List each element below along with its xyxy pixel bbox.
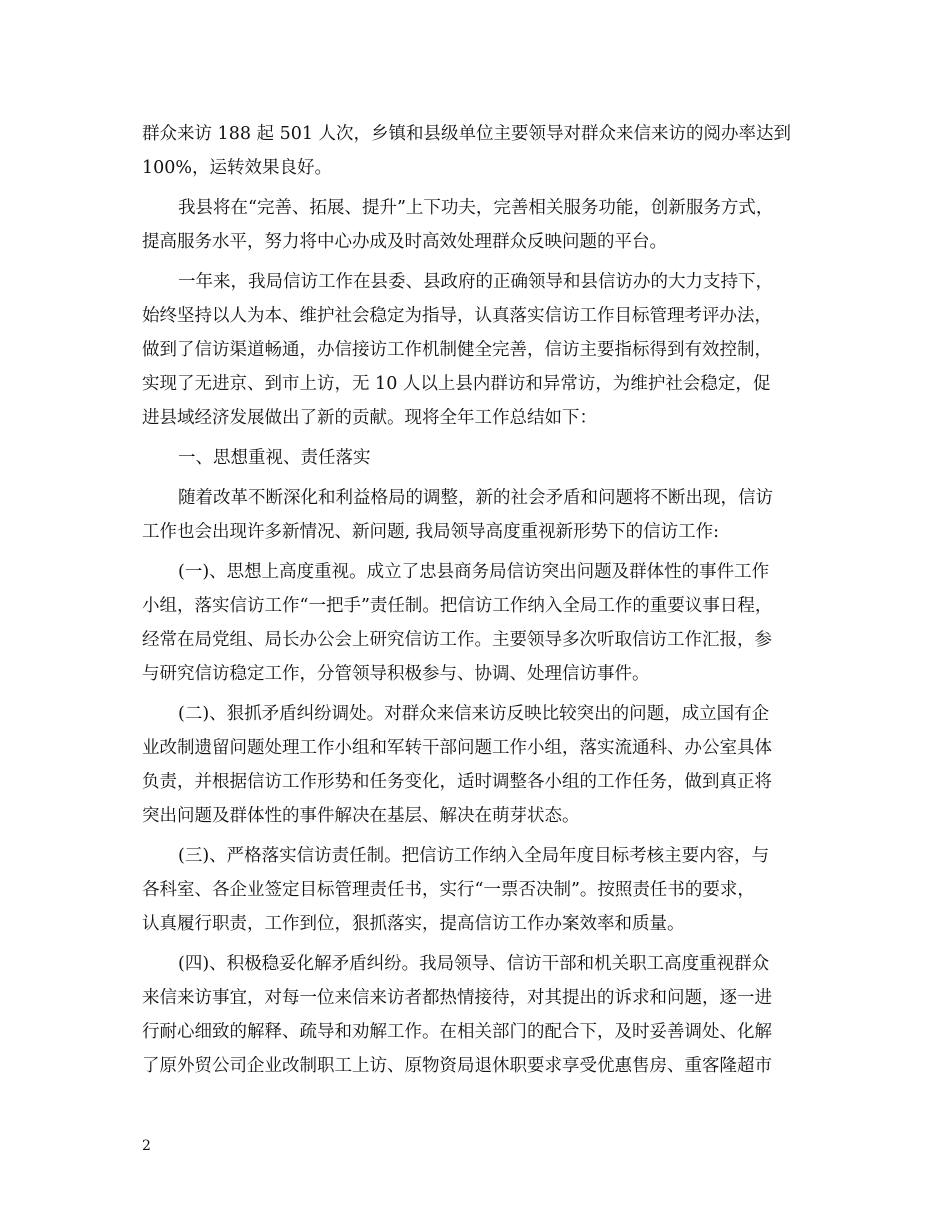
paragraph	[142, 441, 810, 475]
text-line: 实现了无进京、到市上访，无 10 人以上县内群访和异常访，为维护社会稳定，促	[142, 374, 771, 394]
text-line: 认真履行职责，工作到位，狠抓落实，提高信访工作办案效率和质量。	[142, 914, 685, 934]
paragraph	[142, 555, 810, 691]
paragraph	[142, 265, 810, 435]
paragraph	[142, 481, 810, 549]
text-line: 各科室、各企业签定目标管理责任书，实行“一票否决制”。按照责任书的要求，	[142, 880, 755, 900]
text-line: 突出问题及群体性的事件解决在基层、解决在萌芽状态。	[142, 806, 580, 826]
page-number: 2	[142, 1138, 151, 1154]
text-line: 负责，并根据信访工作形势和任务变化，适时调整各小组的工作任务，做到真正将	[142, 772, 772, 792]
text-line: 随着改革不断深化和利益格局的调整，新的社会矛盾和问题将不断出现，信访	[178, 488, 773, 508]
text-line: 经常在局党组、局长办公会上研究信访工作。主要领导多次听取信访工作汇报，参	[142, 630, 772, 650]
text-line: (一)、思想上高度重视。成立了忠县商务局信访突出问题及群体性的事件工作	[178, 562, 770, 582]
text-line: 群众来访 188 起 501 人次，乡镇和县级单位主要领导对群众来信来访的阅办率达到	[142, 124, 792, 144]
text-line: 我县将在“完善、拓展、提升”上下功夫，完善相关服务功能，创新服务方式，	[178, 198, 774, 218]
text-line: 一年来，我局信访工作在县委、县政府的正确领导和县信访办的大力支持下，	[178, 272, 773, 292]
text-line: 一、思想重视、责任落实	[178, 448, 371, 468]
paragraph	[142, 117, 810, 185]
text-line: 始终坚持以人为本、维护社会稳定为指导，认真落实信访工作目标管理考评办法，	[142, 306, 772, 326]
paragraph	[142, 947, 810, 1083]
text-line: 与研究信访稳定工作，分管领导积极参与、协调、处理信访事件。	[142, 664, 650, 684]
text-line: (二)、狠抓矛盾纠纷调处。对群众来信来访反映比较突出的问题，成立国有企	[178, 704, 770, 724]
text-line: 做到了信访渠道畅通，办信接访工作机制健全完善，信访主要指标得到有效控制，	[142, 340, 772, 360]
text-line: 行耐心细致的解释、疏导和劝解工作。在相关部门的配合下，及时妥善调处、化解	[142, 1022, 772, 1042]
text-line: 业改制遗留问题处理工作小组和军转干部问题工作小组，落实流通科、办公室具体	[142, 738, 772, 758]
document-body	[142, 117, 810, 1083]
paragraph	[142, 191, 810, 259]
text-line: 小组，落实信访工作“一把手”责任制。把信访工作纳入全局工作的重要议事日程，	[142, 596, 773, 616]
text-line: 工作也会出现许多新情况、新问题, 我局领导高度重视新形势下的信访工作:	[142, 522, 720, 542]
text-line: (三)、严格落实信访责任制。把信访工作纳入全局年度目标考核主要内容，与	[178, 846, 770, 866]
text-line: 来信来访事宜，对每一位来信来访者都热情接待，对其提出的诉求和问题，逐一进	[142, 988, 772, 1008]
text-line: 提高服务水平，努力将中心办成及时高效处理群众反映问题的平台。	[142, 232, 667, 252]
text-line: 进县域经济发展做出了新的贡献。现将全年工作总结如下：	[142, 408, 597, 428]
paragraph	[142, 697, 810, 833]
text-line: (四)、积极稳妥化解矛盾纠纷。我局领导、信访干部和机关职工高度重视群众	[178, 954, 770, 974]
text-line: 了原外贸公司企业改制职工上访、原物资局退休职要求享受优惠售房、重客隆超市	[142, 1056, 772, 1076]
paragraph	[142, 839, 810, 941]
text-line: 100%，运转效果良好。	[142, 158, 333, 178]
